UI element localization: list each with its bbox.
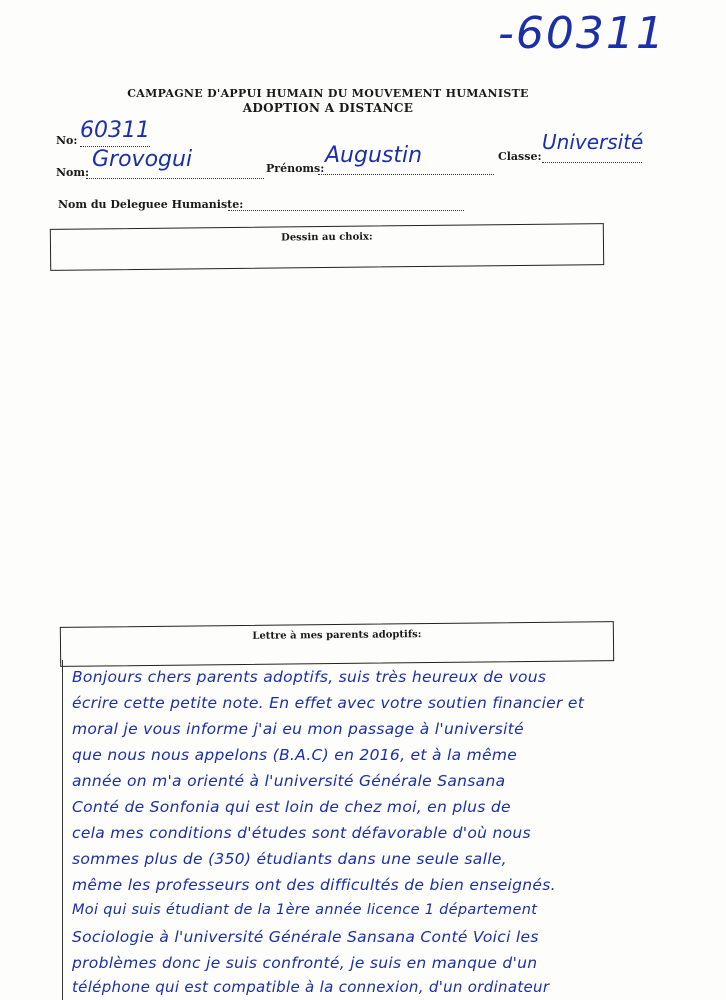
drawing-area: [52, 270, 652, 620]
delegue-label: Nom du Deleguee Humaniste:: [58, 198, 244, 211]
reference-number: -60311: [498, 8, 666, 59]
header-adoption-title: ADOPTION A DISTANCE: [242, 101, 414, 115]
drawing-section-title: Dessin au choix:: [281, 231, 373, 244]
header-campaign-title: CAMPAGNE D'APPUI HUMAIN DU MOUVEMENT HUMANISTE: [127, 87, 529, 100]
nom-value: Grovogui: [92, 147, 193, 172]
letter-line-4: que nous nous appelons (B.A.C) en 2016, et à la même: [72, 746, 518, 764]
no-value: 60311: [80, 118, 150, 143]
form-header: [118, 86, 538, 116]
no-label: No:: [56, 134, 78, 147]
letter-line-12: problèmes donc je suis confronté, je suis en manque d'un: [72, 954, 538, 972]
nom-dotted-line: [86, 178, 264, 179]
classe-label: Classe:: [498, 150, 542, 163]
letter-section-title: Lettre à mes parents adoptifs:: [252, 629, 422, 642]
delegue-dotted-line: [228, 210, 464, 211]
letter-line-9: même les professeurs ont des difficultés de bien enseignés.: [72, 876, 556, 894]
prenoms-dotted-line: [318, 174, 494, 175]
letter-line-2: écrire cette petite note. En effet avec votre soutien financier et: [72, 694, 585, 712]
prenoms-label: Prénoms:: [266, 162, 325, 175]
letter-line-5: année on m'a orienté à l'université Générale Sansana: [72, 772, 506, 790]
letter-line-1: Bonjours chers parents adoptifs, suis très heureux de vous: [72, 668, 547, 686]
prenoms-value: Augustin: [325, 143, 423, 168]
letter-line-8: sommes plus de (350) étudiants dans une seule salle,: [72, 850, 507, 868]
nom-label: Nom:: [56, 166, 90, 179]
letter-line-11: Sociologie à l'université Générale Sansana Conté Voici les: [72, 928, 539, 946]
letter-line-3: moral je vous informe j'ai eu mon passage à l'université: [72, 720, 524, 738]
classe-dotted-line: [542, 162, 642, 163]
classe-value: Université: [542, 130, 644, 154]
drawing-section-header: [50, 223, 604, 271]
letter-line-10: Moi qui suis étudiant de la 1ère année licence 1 département: [72, 902, 538, 918]
letter-line-6: Conté de Sonfonia qui est loin de chez moi, en plus de: [72, 798, 511, 816]
letter-line-7: cela mes conditions d'études sont défavorable d'où nous: [72, 824, 531, 842]
letter-line-13: téléphone qui est compatible à la connexion, d'un ordinateur: [72, 978, 550, 996]
